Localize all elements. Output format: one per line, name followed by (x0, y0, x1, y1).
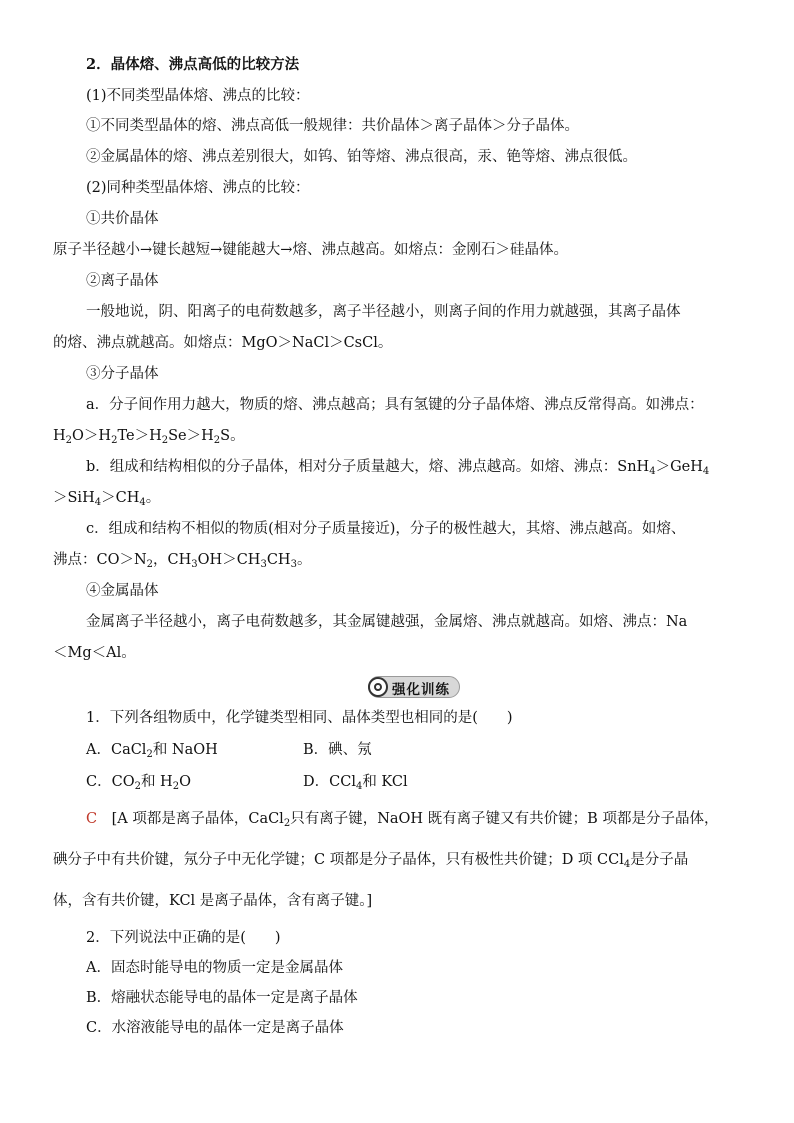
answer-line: 体，含有共价键，KCl 是离子晶体，含有离子键。] (53, 893, 373, 909)
paragraph: 的熔、沸点就越高。如熔点：MgO＞NaCl＞CsCl。 (53, 335, 393, 351)
option-c: C．水溶液能导电的晶体一定是离子晶体 (86, 1020, 344, 1036)
formula-line: 沸点：$CO>N_2$，$CH_3OH>CH_3CH_3$。 (53, 552, 312, 570)
practice-banner (368, 676, 460, 698)
option-a: A．CaCl$_2$和 NaOH (86, 742, 218, 760)
answer-line: C [A 项都是离子晶体，CaCl$_2$只有离子键，NaOH 既有离子键又有共价键；B 项都是分子晶体， (86, 811, 719, 829)
item-title: ①共价晶体 (86, 211, 159, 227)
paragraph: ②金属晶体的熔、沸点差别很大，如钨、铂等熔、沸点很高，汞、铯等熔、沸点很低。 (86, 149, 637, 165)
paragraph: ＜Mg＜Al。 (53, 645, 136, 661)
formula-line: $H_2O>H_2Te>H_2Se>H_2S$。 (53, 428, 245, 446)
target-icon (368, 677, 388, 697)
option-c: C．$CO_2$和 $H_2O$ (86, 774, 191, 792)
option-a: A．固态时能导电的物质一定是金属晶体 (86, 960, 343, 976)
question-1: 1．下列各组物质中，化学键类型相同、晶体类型也相同的是( ) (86, 710, 513, 726)
subsection-title: (1)不同类型晶体熔、沸点的比较： (86, 88, 310, 104)
section-heading: 2．晶体熔、沸点高低的比较方法 (86, 56, 300, 73)
item-title: ②离子晶体 (86, 273, 159, 289)
banner-label: 强化训练 (392, 682, 450, 698)
paragraph: 一般地说，阴、阳离子的电荷数越多，离子半径越小，则离子间的作用力就越强，其离子晶体 (86, 304, 681, 320)
option-d: D．CCl$_4$和 KCl (303, 774, 408, 792)
paragraph: 原子半径越小→键长越短→键能越大→熔、沸点越高。如熔点：金刚石＞硅晶体。 (53, 242, 568, 258)
question-2: 2．下列说法中正确的是( ) (86, 930, 281, 946)
item-title: ④金属晶体 (86, 583, 159, 599)
paragraph: b．组成和结构相似的分子晶体，相对分子质量越大，熔、沸点越高。如熔、沸点：SnH$_4$＞GeH$_4$ (86, 459, 710, 477)
subsection-title: (2)同种类型晶体熔、沸点的比较： (86, 180, 310, 196)
paragraph: ①不同类型晶体的熔、沸点高低一般规律：共价晶体＞离子晶体＞分子晶体。 (86, 118, 579, 134)
option-b: B．碘、氖 (303, 742, 372, 758)
formula-line: $>SiH_4>CH_4$。 (53, 490, 161, 508)
paragraph: a．分子间作用力越大，物质的熔、沸点越高；具有氢键的分子晶体熔、沸点反常得高。如沸点： (86, 397, 704, 413)
option-b: B．熔融状态能导电的晶体一定是离子晶体 (86, 990, 358, 1006)
paragraph: c．组成和结构不相似的物质(相对分子质量接近)，分子的极性越大，其熔、沸点越高。如熔、 (86, 521, 686, 537)
item-title: ③分子晶体 (86, 366, 159, 382)
answer-letter: C (86, 811, 98, 827)
paragraph: 金属离子半径越小，离子电荷数越多，其金属键越强，金属熔、沸点就越高。如熔、沸点：Na (86, 614, 688, 630)
answer-line: 碘分子中有共价键，氖分子中无化学键；C 项都是分子晶体，只有极性共价键；D 项 CCl$_4$是分子晶 (53, 852, 689, 870)
